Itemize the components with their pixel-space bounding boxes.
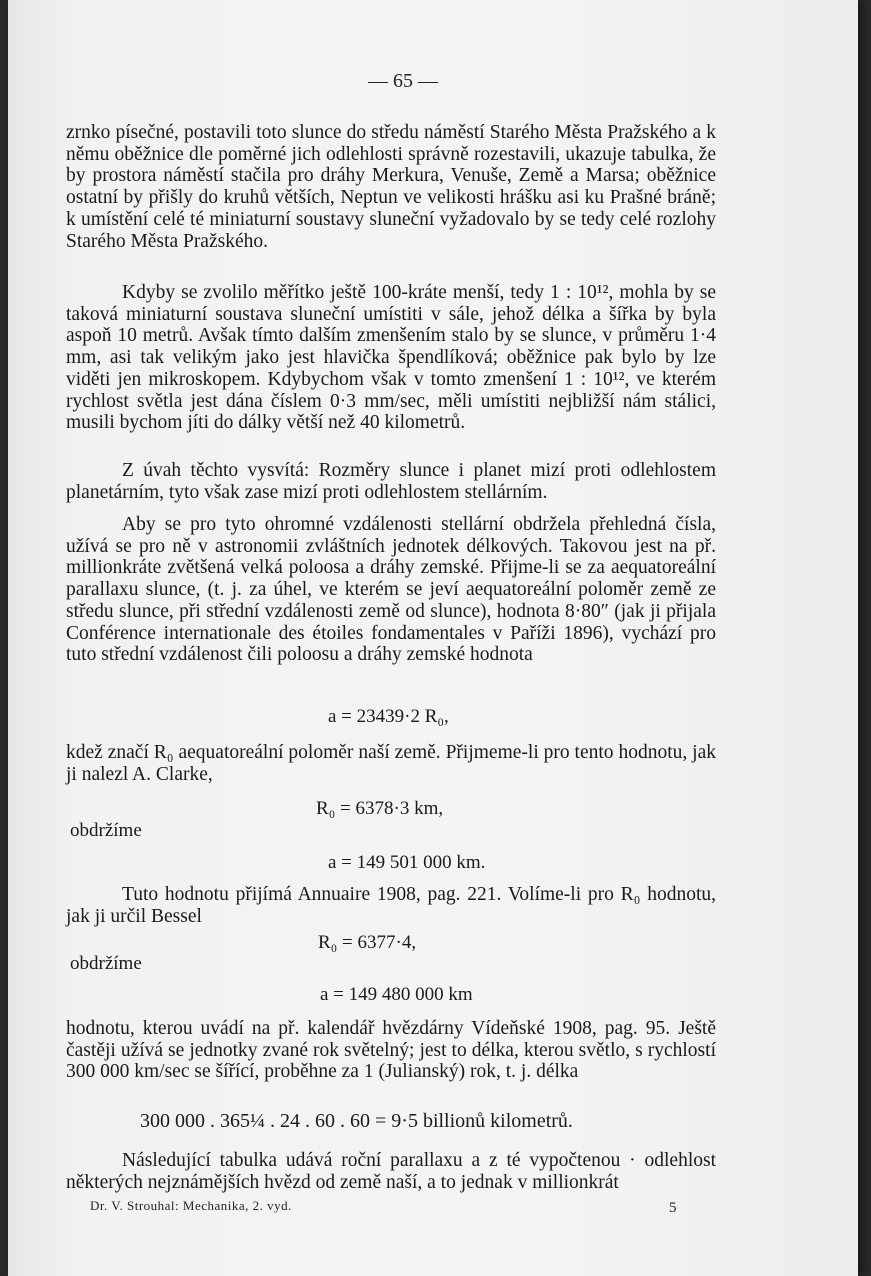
paragraph-1-text: zrnko písečné, postavili toto slunce do středu náměstí Starého Města Pražského a k němu oběžnice dle poměrné jich odlehlosti správně rozestavili, ukazuje tabulka, že by prostora náměstí stačila pro dráhy Merkura, Venuše, Země a Marsa; oběžnice ostatní by přišly do kruhů větších, Neptun ve velikosti hrášku asi ku Prašné bráně; k umístění celé té miniaturní soustavy sluneční vyžadovalo by se tedy celé rozlohy Starého Města Pražského. (66, 122, 716, 252)
footer-source: Dr. V. Strouhal: Mechanika, 2. vyd. (90, 1198, 292, 1213)
paragraph-5-text: kdež značí R₀ aequatoreální poloměr naší země. Přijmeme-li pro tento hodnotu, jak ji nalezl A. Clarke, (66, 742, 716, 785)
paragraph-6 (66, 884, 716, 927)
paragraph-4-text: Aby se pro tyto ohromné vzdálenosti stellární obdržela přehledná čísla, užívá se pro ně v astronomii zvláštních jednotek délkových. Takovou jest na př. millionkráte zvětšená velká poloosa a dráhy zemské. Přijme-li se za aequatoreální parallaxu slunce, (t. j. za úhel, ve kterém se jeví aequatoreální poloměr země ze středu slunce, při střední vzdálenosti země od slunce), hodnota 8·80″ (jak ji přijala Conférence internationale des étoiles fondamentales v Paříži 1896), vychází pro tuto střední vzdálenost čili poloosu a dráhy zemské hodnota (66, 514, 716, 666)
equation-a-clarke: a = 149 501 000 km. (328, 852, 486, 873)
paragraph-2-text: Kdyby se zvolilo měřítko ještě 100-kráte menší, tedy 1 : 10¹², mohla by se taková miniaturní soustava sluneční umístiti v sále, jehož délka a šířka by byla aspoň 10 metrů. Avšak tímto dalším zmenšením stalo by se slunce, v průměru 1·4 mm, asi tak velikým jako jest hlavička špendlíková; oběžnice pak bylo by lze viděti jen mikroskopem. Kdybychom však v tomto zmenšení 1 : 10¹², ve kterém rychlost světla jest dána číslem 0·3 mm/sec, měli umístiti nejbližší nám stálici, musili bychom jíti do dálky větší než 40 kilometrů. (66, 282, 716, 434)
paragraph-7 (66, 1018, 716, 1083)
equation-clarke-radius: R₀ = 6378·3 km, (316, 798, 444, 819)
equation-bessel-radius: R₀ = 6377·4, (318, 932, 417, 953)
paragraph-5 (66, 742, 716, 785)
signature-mark: 5 (669, 1200, 677, 1216)
paragraph-3 (66, 460, 716, 503)
book-page (8, 0, 858, 1276)
equation-a-ratio: a = 23439·2 R₀, (328, 706, 449, 727)
page-number: — 65 — (368, 70, 438, 92)
paragraph-8-text: Následující tabulka udává roční parallaxu a z té vypočtenou · odlehlost některých nejznámějších hvězd od země naší, a to jednak v millionkrát (66, 1150, 716, 1193)
paragraph-7-text: hodnotu, kterou uvádí na př. kalendář hvězdárny Vídeňské 1908, pag. 95. Ještě častěji užívá se jednotky zvané rok světelný; jest to délka, kterou světlo, s rychlostí 300 000 km/sec se šířící, proběhne za 1 (Julianský) rok, t. j. délka (66, 1018, 716, 1083)
label-obdrzime-1: obdržíme (70, 820, 142, 841)
paragraph-4 (66, 514, 716, 666)
equation-light-year: 300 000 . 365¼ . 24 . 60 . 60 = 9·5 billionů kilometrů. (140, 1110, 573, 1132)
label-obdrzime-2: obdržíme (70, 953, 142, 974)
paragraph-1 (66, 122, 716, 252)
paragraph-6-text: Tuto hodnotu přijímá Annuaire 1908, pag. 221. Volíme-li pro R₀ hodnotu, jak ji určil Bessel (66, 884, 716, 927)
equation-a-bessel: a = 149 480 000 km (320, 984, 473, 1005)
paragraph-2 (66, 282, 716, 434)
paragraph-8 (66, 1150, 716, 1193)
paragraph-3-text: Z úvah těchto vysvítá: Rozměry slunce i planet mizí proti odlehlostem planetárním, tyto však zase mizí proti odlehlostem stellárním. (66, 460, 716, 503)
